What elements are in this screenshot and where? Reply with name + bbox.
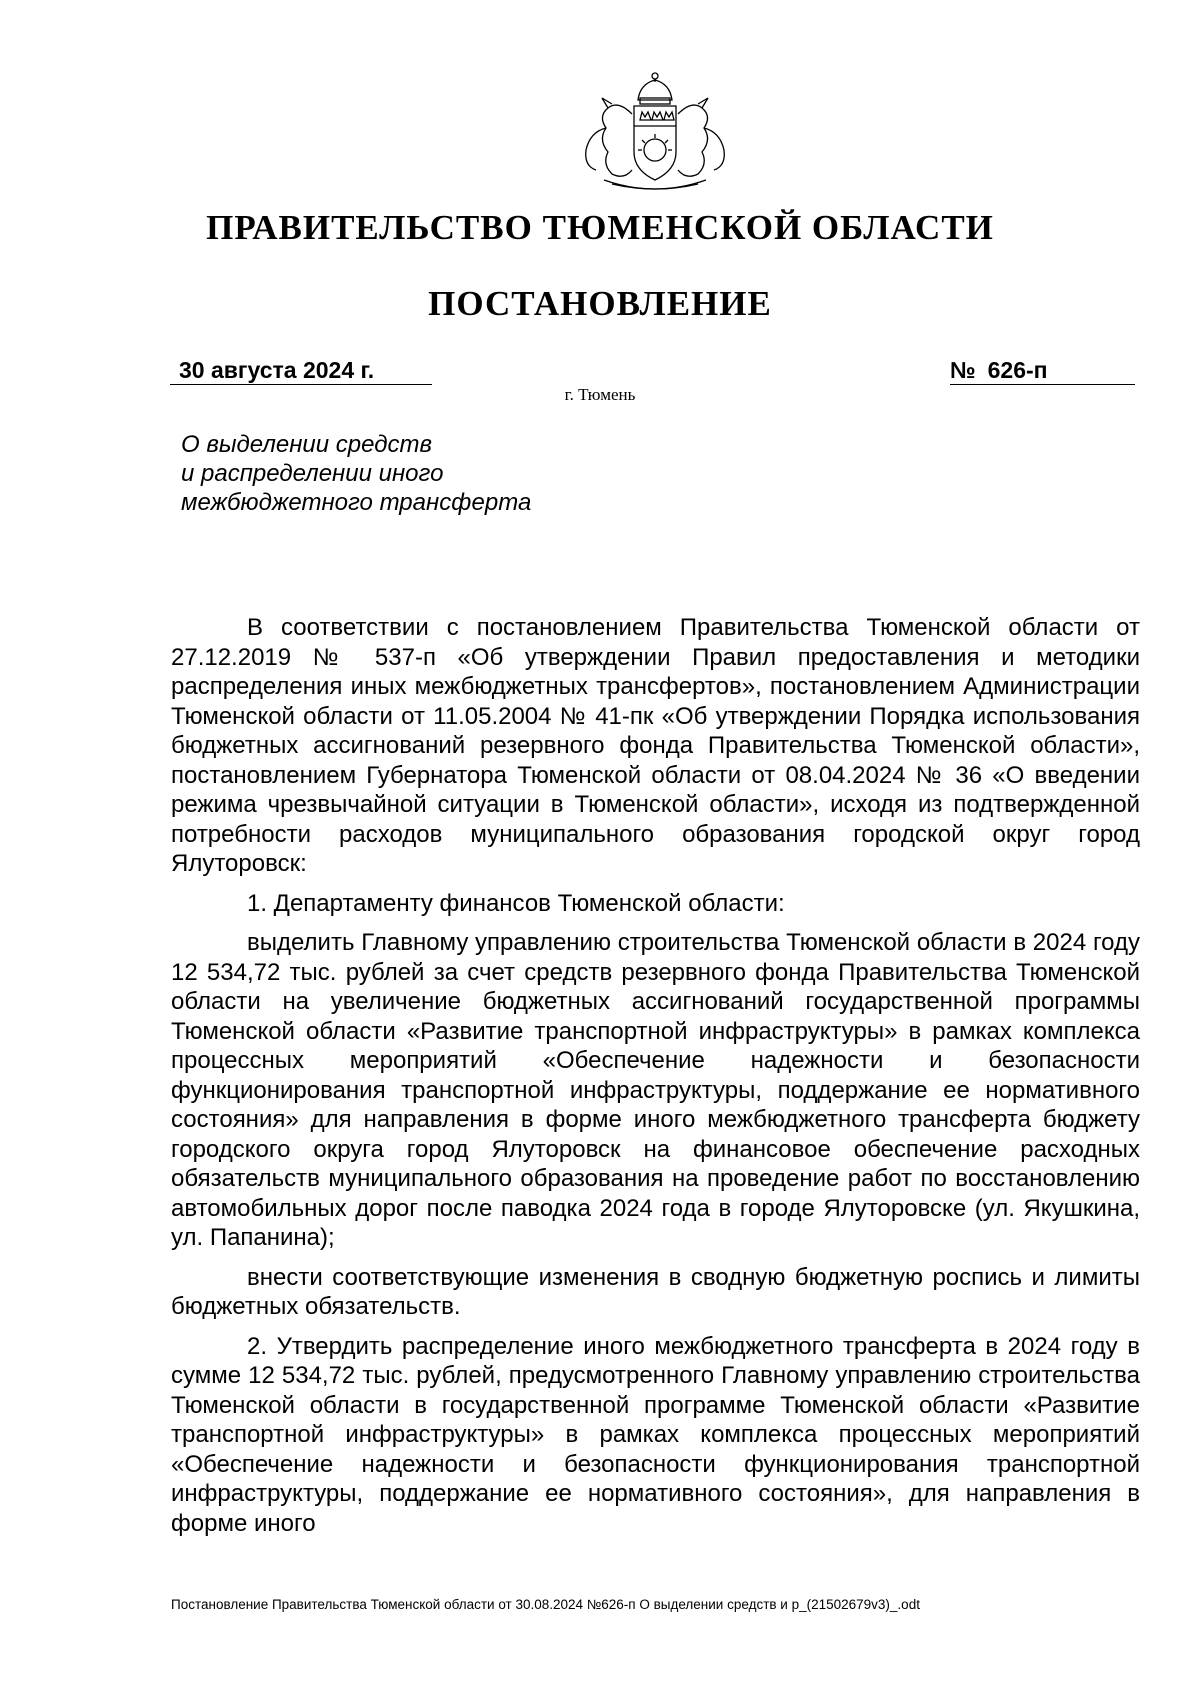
document-date: 30 августа 2024 г. — [170, 356, 432, 385]
subject-line: и распределении иного — [181, 460, 444, 487]
paragraph-item-1: 1. Департаменту финансов Тюменской области: — [247, 889, 785, 917]
document-type: ПОСТАНОВЛЕНИЕ — [428, 284, 772, 323]
page-footer: Постановление Правительства Тюменской области от 30.08.2024 №626-п О выделении средств и р_(21502679v3)_.odt — [171, 1597, 920, 1612]
subject-line: О выделении средств — [181, 431, 433, 458]
government-name: ПРАВИТЕЛЬСТВО ТЮМЕНСКОЙ ОБЛАСТИ — [206, 208, 994, 247]
paragraph-amend: внести соответствующие изменения в сводную бюджетную роспись и лимиты бюджетных обязательств. — [171, 1263, 1140, 1320]
document-number: 626-п — [987, 357, 1048, 383]
paragraph-preamble: В соответствии с постановлением Правительства Тюменской области от 27.12.2019 № 537-п «Об утверждении Правил предоставления и методики распределения иных межбюджетных трансфертов», постановлением Администрации Тюменской области от 11.05.2004 № 41-пк «Об утверждении Порядка использования бюджетных ассигнований резервного фонда Правительства Тюменской области», постановлением Губернатора Тюменской области от 08.04.2024 № 36 «О введении режима чрезвычайной ситуации в Тюменской области», исходя из подтвержденной потребности расходов муниципального образования городской округ город Ялуторовск: — [171, 614, 1140, 877]
document-number-field — [950, 356, 1135, 385]
document-city: г. Тюмень — [564, 385, 636, 404]
paragraph-item-2: 2. Утвердить распределение иного межбюджетного трансферта в 2024 году в сумме 12 534,72 тыс. рублей, предусмотренного Главному управлению строительства Тюменской области в государственной программе Тюменской области «Развитие транспортной инфраструктуры» в рамках комплекса процессных мероприятий «Обеспечение надежности и безопасности функционирования транспортной инфраструктуры, поддержание ее нормативного состояния», для направления в форме иного — [171, 1332, 1140, 1537]
document-subject — [181, 430, 681, 517]
subject-line: межбюджетного трансферта — [181, 489, 532, 516]
document-body — [171, 613, 1140, 1548]
coat-of-arms-icon — [568, 70, 742, 196]
paragraph-allocate: выделить Главному управлению строительства Тюменской области в 2024 году 12 534,72 тыс. рублей за счет средств резервного фонда Правительства Тюменской области на увеличение бюджетных ассигнований государственной программы Тюменской области «Развитие транспортной инфраструктуры» в рамках комплекса процессных мероприятий «Обеспечение надежности и безопасности функционирования транспортной инфраструктуры, поддержание ее нормативного состояния» для направления в форме иного межбюджетного трансферта бюджету городского округа город Ялуторовск на финансовое обеспечение расходных обязательств муниципального образования на проведение работ по восстановлению автомобильных дорог после паводка 2024 года в городе Ялуторовске (ул. Якушкина, ул. Папанина); — [171, 929, 1140, 1251]
number-sign: № — [950, 357, 976, 383]
